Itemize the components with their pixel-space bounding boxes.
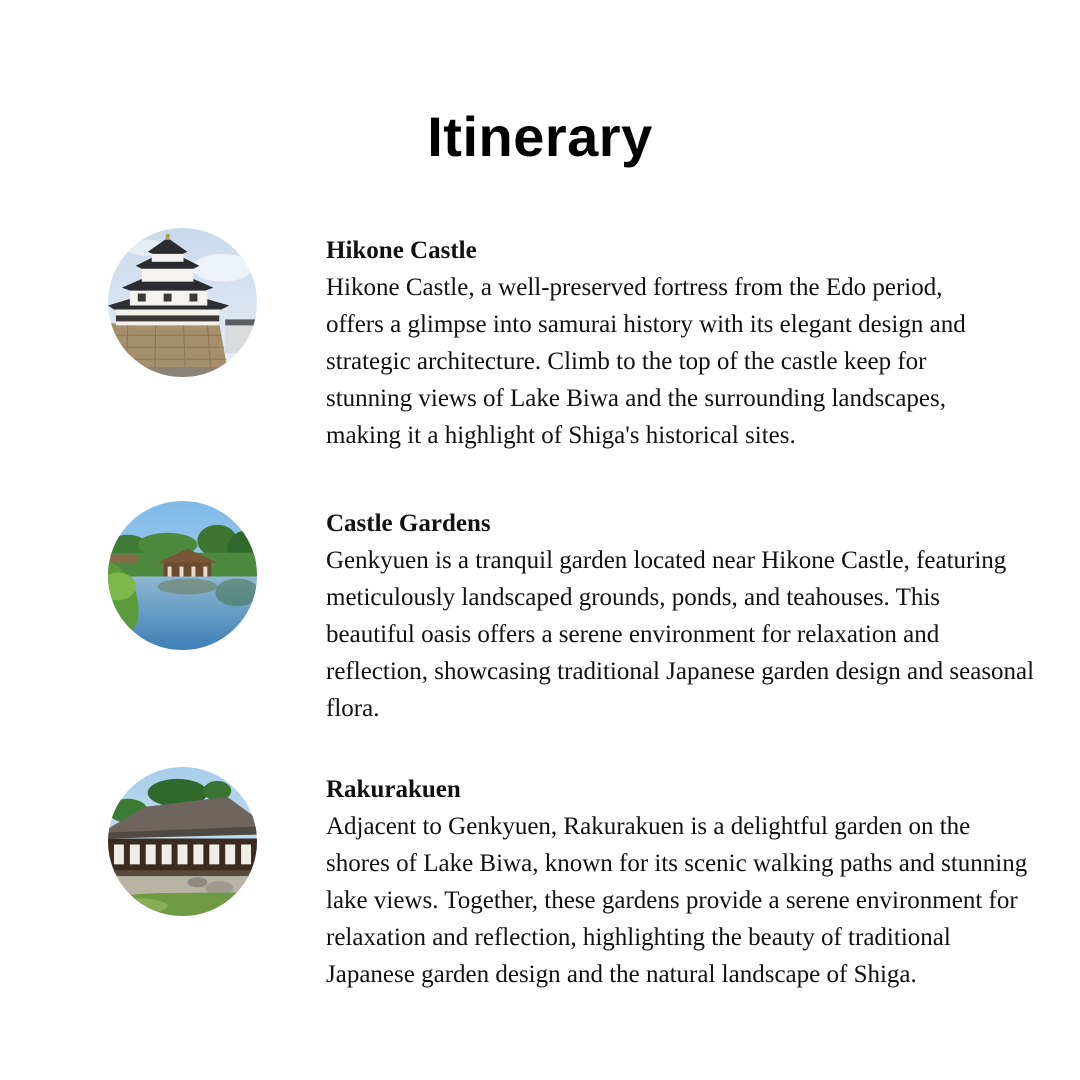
item-description: Hikone Castle, a well-preserved fortress from the Edo period, offers a glimpse into samurai history with its elegant design and strategic architecture. Climb to the top of the castle keep for stunning views of Lake Biwa and the surrounding landscapes, making it a highlight of Shiga's historical sites.	[326, 274, 966, 449]
item-title: Rakurakuen	[326, 776, 461, 803]
garden-pond-photo	[108, 501, 257, 650]
item-description: Genkyuen is a tranquil garden located near Hikone Castle, featuring meticulously landscaped grounds, ponds, and teahouses. This beautiful oasis offers a serene environment for relaxation and reflection, showcasing traditional Japanese garden design and seasonal flora.	[326, 547, 1035, 722]
item-description: Adjacent to Genkyuen, Rakurakuen is a delightful garden on the shores of Lake Biwa, known for its scenic walking paths and stunning lake views. Together, these gardens provide a serene environment for relaxation and reflection, highlighting the beauty of traditional Japanese garden design and the natural landscape of Shiga.	[326, 813, 1028, 988]
item-title: Castle Gardens	[326, 510, 491, 537]
villa-photo	[108, 767, 257, 916]
page-title: Itinerary	[427, 105, 653, 168]
item-title: Hikone Castle	[326, 237, 477, 264]
castle-photo	[108, 228, 257, 377]
